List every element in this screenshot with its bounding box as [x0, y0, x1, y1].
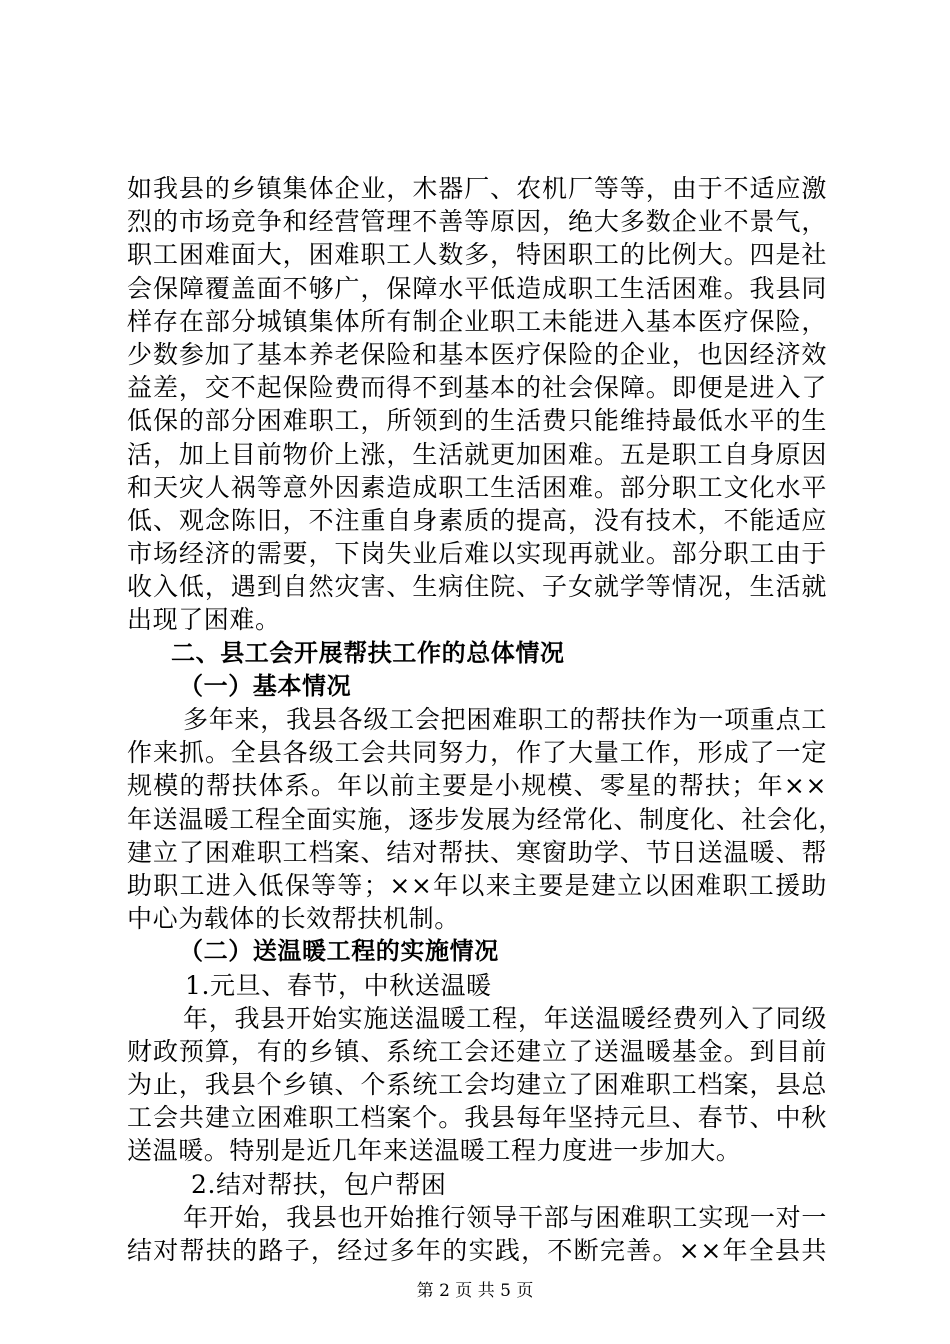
text-line: 作来抓。全县各级工会共同努力，作了大量工作，形成了一定	[127, 738, 827, 768]
subsection-heading: （一）基本情况	[179, 671, 352, 700]
text-line: 送温暖。特别是近几年来送温暖工程力度进一步加大。	[127, 1136, 742, 1166]
text-line: 多年来，我县各级工会把困难职工的帮扶作为一项重点工	[183, 705, 827, 734]
text-line: 收入低，遇到自然灾害、生病住院、子女就学等情况，生活就	[127, 572, 827, 602]
section-heading: 二、县工会开展帮扶工作的总体情况	[171, 638, 565, 667]
item-heading: 1.元旦、春节，中秋送温暖	[185, 970, 492, 1000]
text-line: 年开始，我县也开始推行领导干部与困难职工实现一对一	[183, 1202, 827, 1232]
text-line: 如我县的乡镇集体企业，木器厂、农机厂等等，由于不适应激	[127, 174, 827, 203]
text-line: 工会共建立困难职工档案个。我县每年坚持元旦、春节、中秋	[127, 1103, 827, 1133]
text-line: 助职工进入低保等等；××年以来主要是建立以困难职工援助	[127, 870, 827, 900]
text-line: 职工困难面大，困难职工人数多，特困职工的比例大。四是社	[127, 240, 827, 270]
text-line: 结对帮扶的路子，经过多年的实践，不断完善。××年全县共	[127, 1236, 827, 1265]
text-line: 少数参加了基本养老保险和基本医疗保险的企业，也因经济效	[127, 339, 827, 369]
item-heading: 2.结对帮扶，包户帮困	[191, 1169, 447, 1199]
document-body	[127, 172, 844, 1267]
text-line: 样存在部分城镇集体所有制企业职工未能进入基本医疗保险，	[127, 306, 827, 336]
text-line: 年，我县开始实施送温暖工程，年送温暖经费列入了同级	[183, 1003, 827, 1033]
subsection-heading: （二）送温暖工程的实施情况	[179, 937, 499, 966]
text-line: 建立了困难职工档案、结对帮扶、寒窗助学、节日送温暖、帮	[127, 837, 827, 867]
page-number-footer: 第 2 页 共 5 页	[416, 1281, 534, 1301]
text-line: 和天灾人祸等意外因素造成职工生活困难。部分职工文化水平	[127, 472, 827, 502]
text-line: 年送温暖工程全面实施，逐步发展为经常化、制度化、社会化，	[127, 804, 844, 834]
text-line: 市场经济的需要，下岗失业后难以实现再就业。部分职工由于	[127, 539, 827, 569]
text-line: 益差，交不起保险费而得不到基本的社会保障。即便是进入了	[127, 373, 827, 403]
text-line: 中心为载体的长效帮扶机制。	[127, 904, 460, 934]
text-line: 活，加上目前物价上涨，生活就更加困难。五是职工自身原因	[127, 439, 827, 469]
text-line: 烈的市场竞争和经营管理不善等原因，绝大多数企业不景气，	[127, 207, 827, 237]
text-line: 财政预算，有的乡镇、系统工会还建立了送温暖基金。到目前	[127, 1036, 827, 1066]
text-line: 会保障覆盖面不够广，保障水平低造成职工生活困难。我县同	[127, 273, 827, 303]
text-line: 规模的帮扶体系。年以前主要是小规模、零星的帮扶；年××	[127, 771, 827, 801]
text-line: 为止，我县个乡镇、个系统工会均建立了困难职工档案，县总	[127, 1070, 827, 1100]
text-line: 出现了困难。	[127, 605, 281, 635]
text-line: 低、观念陈旧，不注重自身素质的提高，没有技术，不能适应	[127, 505, 827, 535]
text-line: 低保的部分困难职工，所领到的生活费只能维持最低水平的生	[127, 406, 827, 436]
